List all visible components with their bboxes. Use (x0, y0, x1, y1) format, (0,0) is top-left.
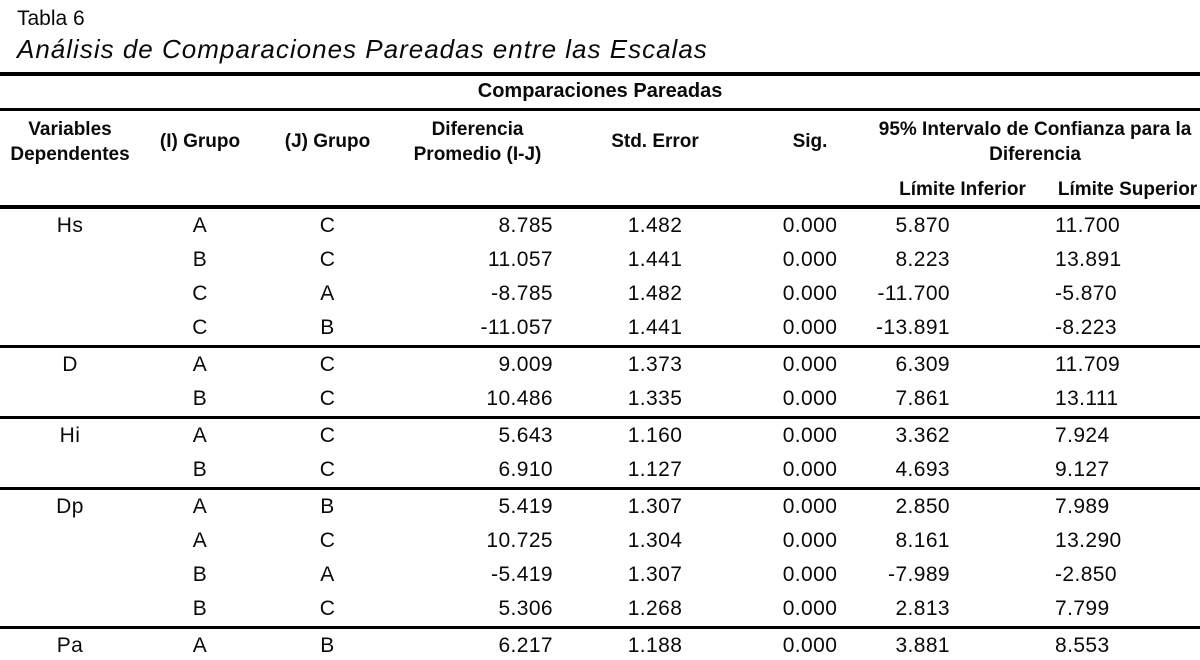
variable-cell: Hi (59, 423, 81, 447)
table-row (0, 592, 1200, 628)
value-cell: C (260, 453, 395, 489)
value-cell: B (260, 627, 395, 660)
variable-cell (0, 243, 140, 277)
value-cell: A (140, 627, 260, 660)
variable-cell: Dp (56, 494, 84, 518)
value-cell: 1.441 (627, 247, 683, 271)
value-cell: 11.700 (1055, 213, 1121, 237)
variable-cell: Pa (0, 627, 140, 660)
value-cell: A (192, 352, 208, 376)
value-cell: -13.891 (870, 311, 1055, 347)
table-row (0, 524, 1200, 558)
variable-cell (0, 558, 140, 592)
value-cell: B (140, 592, 260, 628)
table-row (0, 346, 1200, 382)
value-cell: 8.553 (1055, 627, 1200, 660)
span-header-label: Comparaciones Pareadas (0, 74, 1200, 110)
value-cell: -5.870 (1055, 281, 1117, 305)
value-cell: 9.009 (498, 352, 553, 376)
table-row (0, 277, 1200, 311)
value-cell: 2.850 (895, 494, 950, 518)
value-cell: 0.000 (750, 627, 870, 660)
value-cell: 13.891 (1055, 247, 1122, 271)
value-cell: 8.161 (895, 528, 950, 552)
value-cell: B (192, 562, 208, 586)
subheader-spacer (0, 175, 870, 207)
value-cell: B (320, 494, 335, 518)
value-cell: C (319, 247, 336, 271)
variable-cell (0, 592, 140, 628)
value-cell: 9.127 (1055, 453, 1200, 489)
variable-cell (0, 382, 140, 418)
table-body (0, 207, 1200, 660)
table-header-row (0, 109, 1200, 175)
table-title: Análisis de Comparaciones Pareadas entre las Escalas (17, 34, 708, 65)
pairwise-comparisons-table (0, 72, 1200, 660)
table-row (0, 488, 1200, 524)
value-cell: 0.000 (782, 423, 838, 447)
value-cell: 6.910 (395, 453, 560, 489)
value-cell: 0.000 (782, 562, 838, 586)
value-cell: 1.188 (560, 627, 750, 660)
table-row (0, 311, 1200, 347)
value-cell: 1.268 (560, 592, 750, 628)
value-cell: A (192, 213, 208, 237)
value-cell: 0.000 (750, 453, 870, 489)
value-cell: 0.000 (750, 382, 870, 418)
value-cell: B (260, 311, 395, 347)
col-header-variables-dependentes: Variables Dependentes (10, 119, 130, 165)
value-cell: C (319, 528, 336, 552)
value-cell: 0.000 (782, 528, 838, 552)
value-cell: 5.419 (498, 494, 553, 518)
value-cell: 1.482 (627, 281, 683, 305)
col-header-limite-superior: Límite Superior (1055, 175, 1200, 207)
value-cell: 5.643 (498, 423, 553, 447)
value-cell: 7.799 (1055, 592, 1200, 628)
value-cell: C (319, 213, 336, 237)
variable-cell (0, 524, 140, 558)
value-cell: B (140, 382, 260, 418)
value-cell: 6.217 (395, 627, 560, 660)
value-cell: 10.725 (486, 528, 553, 552)
variable-cell: Hs (56, 213, 84, 237)
value-cell: 5.870 (895, 213, 950, 237)
value-cell: -5.419 (491, 562, 553, 586)
value-cell: 7.924 (1055, 423, 1110, 447)
value-cell: 6.309 (895, 352, 950, 376)
value-cell: C (260, 382, 395, 418)
value-cell: 0.000 (782, 352, 838, 376)
value-cell: A (320, 562, 335, 586)
value-cell: 0.000 (782, 281, 838, 305)
ci-header-line2: Diferencia (989, 143, 1081, 165)
value-cell: A (192, 423, 208, 447)
col-header-std-error: Std. Error (611, 131, 699, 153)
value-cell: 5.306 (395, 592, 560, 628)
col-header-confidence-interval (870, 109, 1200, 175)
table-span-header-row (0, 74, 1200, 110)
value-cell: 1.127 (560, 453, 750, 489)
value-cell: 8.223 (895, 247, 950, 271)
value-cell: C (319, 423, 336, 447)
value-cell: 3.881 (870, 627, 1055, 660)
table-number: Tabla 6 (17, 7, 85, 30)
value-cell: C (140, 311, 260, 347)
table-row (0, 207, 1200, 243)
value-cell: 1.482 (627, 213, 683, 237)
value-cell: 1.304 (627, 528, 683, 552)
value-cell: 0.000 (782, 213, 838, 237)
value-cell: 11.709 (1055, 352, 1121, 376)
table-subheader-row (0, 175, 1200, 207)
value-cell: 1.307 (627, 562, 683, 586)
value-cell: C (260, 592, 395, 628)
value-cell: 4.693 (870, 453, 1055, 489)
variable-cell: D (62, 352, 78, 376)
value-cell: -7.989 (888, 562, 950, 586)
value-cell: 7.861 (870, 382, 1055, 418)
value-cell: -11.700 (877, 281, 950, 305)
col-header-sig: Sig. (792, 131, 828, 153)
table-row (0, 627, 1200, 660)
value-cell: 1.441 (560, 311, 750, 347)
value-cell: A (192, 494, 208, 518)
value-cell: 1.373 (627, 352, 683, 376)
table-row (0, 382, 1200, 418)
ci-header-line1: 95% Intervalo de Confianza para la (878, 119, 1192, 141)
value-cell: 13.111 (1055, 382, 1200, 418)
table-row (0, 453, 1200, 489)
value-cell: 0.000 (782, 247, 838, 271)
value-cell: A (320, 281, 335, 305)
value-cell: B (140, 453, 260, 489)
value-cell: 1.307 (627, 494, 683, 518)
value-cell: 0.000 (782, 494, 838, 518)
value-cell: A (192, 528, 208, 552)
value-cell: -8.785 (491, 281, 553, 305)
table-row (0, 243, 1200, 277)
table-row (0, 558, 1200, 592)
value-cell: 10.486 (395, 382, 560, 418)
value-cell: 1.160 (627, 423, 683, 447)
col-header-j-grupo: (J) Grupo (284, 131, 371, 153)
variable-cell (0, 277, 140, 311)
variable-cell (0, 453, 140, 489)
value-cell: 2.813 (870, 592, 1055, 628)
value-cell: 7.989 (1055, 494, 1110, 518)
variable-cell (0, 311, 140, 347)
value-cell: C (192, 281, 208, 305)
value-cell: 1.335 (560, 382, 750, 418)
col-header-diferencia-promedio: Diferencia Promedio (I-J) (413, 119, 542, 165)
col-header-limite-inferior: Límite Inferior (870, 175, 1055, 207)
table-row (0, 417, 1200, 453)
value-cell: 0.000 (750, 311, 870, 347)
col-header-i-grupo: (I) Grupo (159, 131, 241, 153)
value-cell: -2.850 (1055, 562, 1117, 586)
value-cell: C (319, 352, 336, 376)
value-cell: -8.223 (1055, 311, 1200, 347)
value-cell: 0.000 (750, 592, 870, 628)
value-cell: -11.057 (395, 311, 560, 347)
value-cell: B (192, 247, 208, 271)
value-cell: 13.290 (1055, 528, 1122, 552)
value-cell: 8.785 (498, 213, 553, 237)
value-cell: 11.057 (487, 247, 553, 271)
table-header (0, 74, 1200, 207)
value-cell: 3.362 (895, 423, 950, 447)
